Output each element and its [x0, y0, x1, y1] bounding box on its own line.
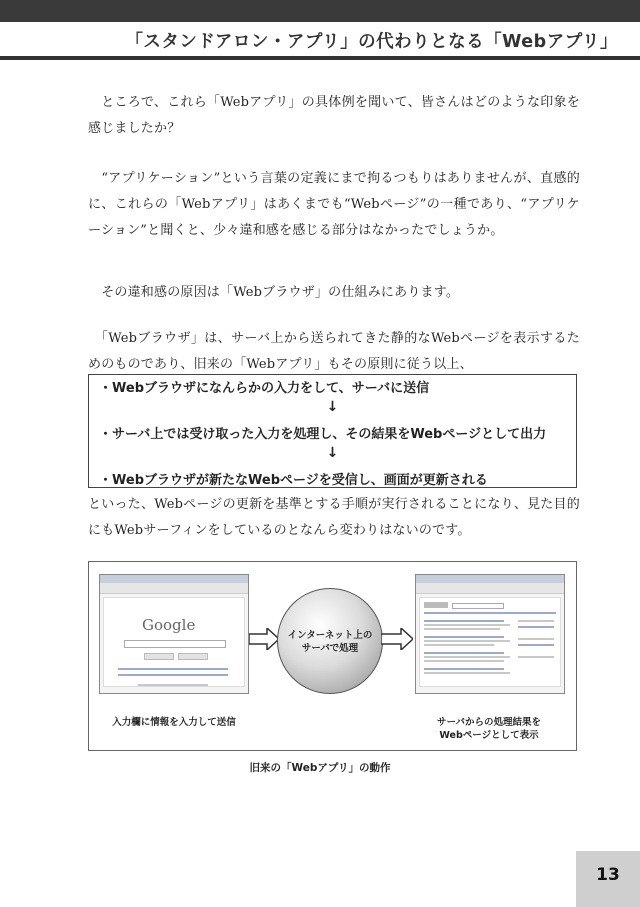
- lucky-button-illustration: [178, 653, 208, 660]
- result-snippet-illustration: [424, 644, 494, 646]
- paragraph-1: ところで、これら「Webアプリ」の具体例を聞いて、皆さんはどのような印象を感じましたか？: [88, 95, 580, 136]
- page-number: 13: [596, 865, 620, 885]
- chapter-header-title: 「スタンドアロン・アプリ」の代わりとなる「Webアプリ」: [125, 32, 618, 52]
- browser-toolbar: [100, 583, 248, 594]
- search-button-illustration: [144, 653, 174, 660]
- window-titlebar: [416, 575, 564, 583]
- link-row-illustration: [118, 674, 228, 676]
- paragraph-2: “アプリケーション”という言葉の定義にまで拘るつもりはありませんが、直感的に、これらの「Webアプリ」はあくまでも“Webページ”の一種であり、“アプリケーション”と聞くと、少々違和感を感じる部分はなかったでしょうか。: [88, 171, 580, 238]
- browser-page: [103, 597, 245, 687]
- browser-screenshot-results: [415, 574, 565, 694]
- process-flow-box: [88, 374, 577, 488]
- right-label-line-2: Webページとして表示: [439, 730, 539, 741]
- result-snippet-illustration: [424, 640, 510, 642]
- result-snippet-illustration: [424, 656, 510, 658]
- sidebar-ad-illustration: [518, 626, 554, 628]
- arrow-right-icon: [249, 628, 279, 650]
- server-processing-circle: [277, 588, 383, 694]
- browser-page: [419, 597, 561, 687]
- google-logo: Google: [142, 616, 196, 634]
- result-snippet-illustration: [424, 624, 510, 626]
- flow-step-3: ・Webブラウザが新たなWebページを受信し、画面が更新される: [99, 473, 488, 488]
- result-snippet-illustration: [424, 660, 504, 662]
- sidebar-ad-illustration: [518, 644, 554, 646]
- results-bar-illustration: [424, 612, 556, 614]
- link-row-illustration: [118, 668, 228, 670]
- server-processing-label: [278, 629, 382, 655]
- search-box-illustration: [124, 640, 226, 648]
- top-bar: [0, 0, 640, 22]
- sidebar-ad-illustration: [518, 638, 554, 640]
- flow-step-2: ・サーバ上では受け取った入力を処理し、その結果をWebページとして出力: [99, 427, 547, 442]
- result-title-illustration: [424, 668, 504, 670]
- right-screenshot-label: [407, 716, 571, 742]
- paragraph-4: 「Webブラウザ」は、サーバ上から送られてきた静的なWebページを表示するためのものであり、旧来の「Webアプリ」もその原則に従う以上、: [88, 331, 580, 372]
- result-snippet-illustration: [424, 672, 510, 674]
- figure-caption: 旧来の「Webアプリ」の動作: [249, 762, 391, 774]
- result-title-illustration: [424, 620, 504, 622]
- footer-line-illustration: [138, 684, 208, 686]
- results-logo-illustration: [424, 602, 448, 608]
- paragraph-3: その違和感の原因は「Webブラウザ」の仕組みにあります。: [88, 285, 460, 300]
- browser-screenshot-search: [99, 574, 249, 694]
- sidebar-ad-illustration: [518, 656, 554, 658]
- header-rule: [0, 56, 640, 60]
- flow-arrow-2: ↓: [326, 445, 339, 461]
- arrow-right-icon: [381, 628, 413, 650]
- window-titlebar: [100, 575, 248, 583]
- paragraph-5: といった、Webページの更新を基準とする手順が実行されることになり、見た目的にもWebサーフィンをしているのとなんら変わりはないのです。: [88, 497, 580, 538]
- flow-step-1: ・Webブラウザになんらかの入力をして、サーバに送信: [99, 381, 430, 396]
- circle-line-1: インターネット上の: [287, 630, 373, 641]
- sidebar-ad-illustration: [518, 620, 554, 622]
- results-search-box-illustration: [452, 603, 504, 609]
- flow-arrow-1: ↓: [326, 399, 339, 415]
- figure-old-webapp-flow: [88, 561, 577, 751]
- circle-line-2: サーバで処理: [301, 643, 359, 654]
- result-title-illustration: [424, 636, 504, 638]
- right-label-line-1: サーバからの処理結果を: [436, 717, 542, 728]
- result-title-illustration: [424, 652, 504, 654]
- browser-toolbar: [416, 583, 564, 594]
- left-screenshot-label: 入力欄に情報を入力して送信: [112, 717, 236, 728]
- page-number-box: [576, 851, 640, 907]
- result-snippet-illustration: [424, 628, 500, 630]
